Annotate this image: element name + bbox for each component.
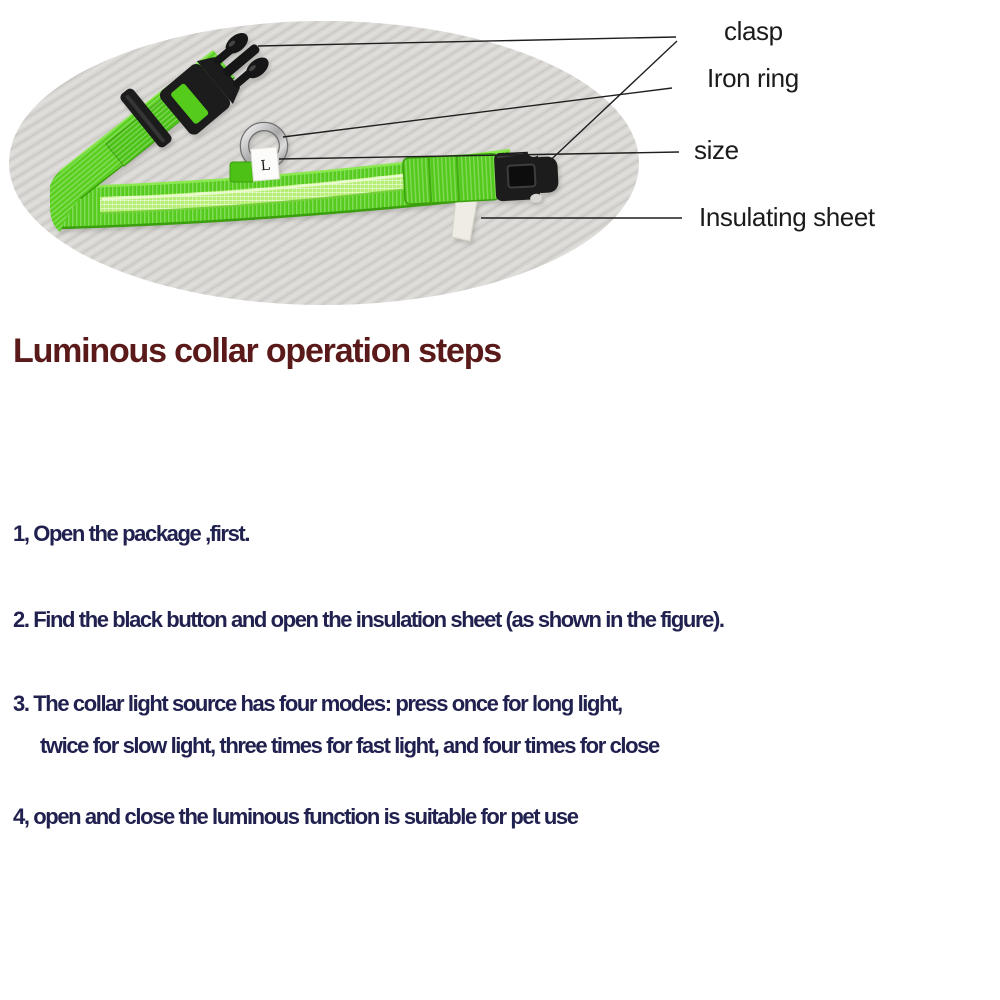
product-figure: [0, 0, 1000, 330]
step-1: 1, Open the package ,first.: [13, 521, 250, 546]
size-tag: [251, 147, 280, 181]
callout-label-iron-ring: Iron ring: [707, 63, 799, 93]
section-title: Luminous collar operation steps: [13, 332, 501, 370]
callout-label-clasp: clasp: [724, 16, 783, 46]
step-3-line-2: twice for slow light, three times for fast light, and four times for close: [40, 733, 659, 758]
buckle-black-button: [507, 164, 535, 187]
size-tag-letter: L: [259, 157, 271, 175]
strap-end-wrap: [403, 154, 499, 205]
ring-keeper: [230, 162, 254, 182]
callout-label-size: size: [694, 135, 739, 165]
step-4: 4, open and close the luminous function is suitable for pet use: [13, 804, 578, 829]
step-2: 2. Find the black button and open the insulation sheet (as shown in the figure).: [13, 607, 724, 632]
callout-label-insulating-sheet: Insulating sheet: [699, 202, 875, 232]
collar-photo-illustration: [0, 0, 1000, 330]
step-3-line-1: 3. The collar light source has four modes: press once for long light,: [13, 691, 622, 716]
